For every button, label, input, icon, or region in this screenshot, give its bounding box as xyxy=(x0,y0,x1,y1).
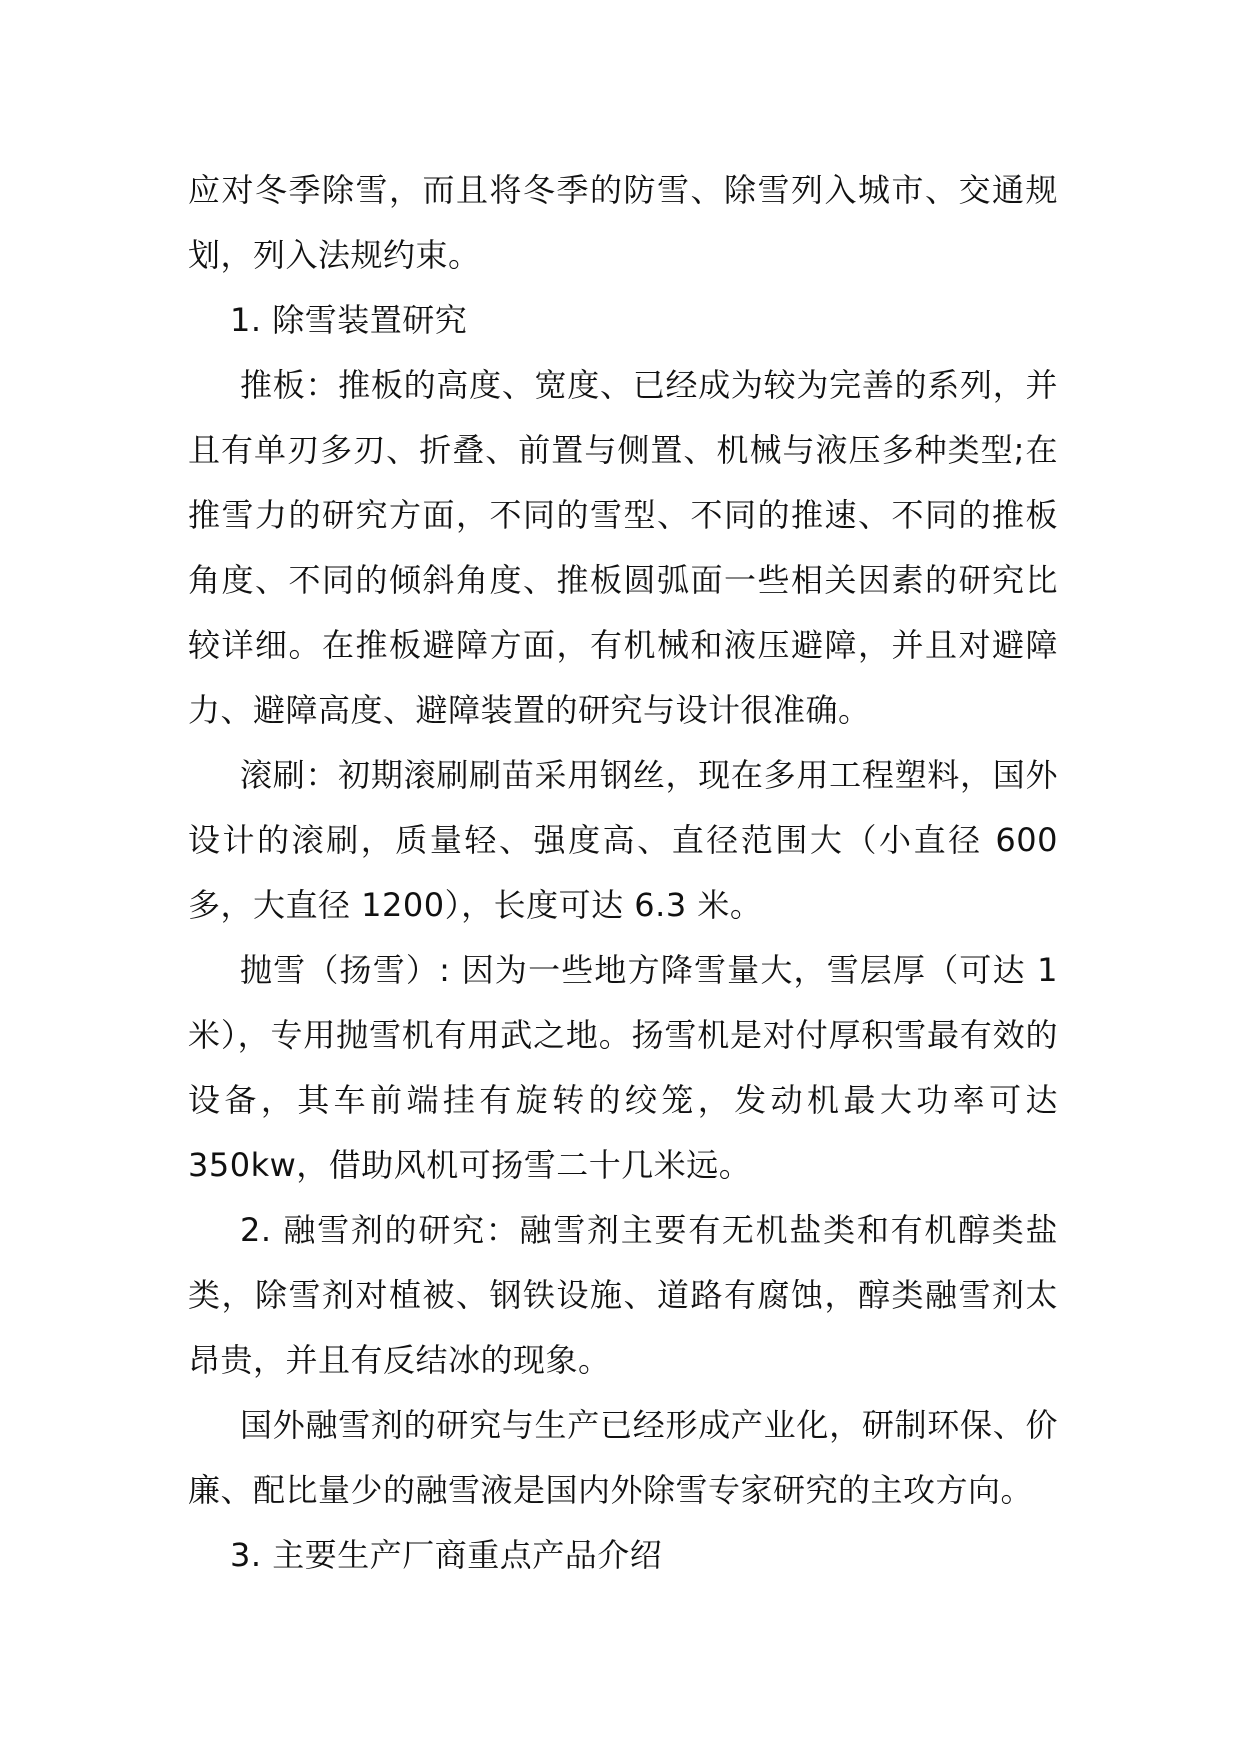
section-heading-3: 3. 主要生产厂商重点产品介绍 xyxy=(230,1536,663,1574)
section-heading-1: 1. 除雪装置研究 xyxy=(230,301,468,339)
paragraph-push-plate: 推板：推板的高度、宽度、已经成为较为完善的系列，并且有单刃多刃、折叠、前置与侧置、机械与液压多种类型;在推雪力的研究方面，不同的雪型、不同的推速、不同的推板角度、不同的倾斜角度、推板圆弧面一些相关因素的研究比较详细。在推板避障方面，有机械和液压避障，并且对避障力、避障高度、避障装置的研究与设计很准确。 xyxy=(188,366,1058,729)
paragraph-roller-brush: 滚刷：初期滚刷刷苗采用钢丝，现在多用工程塑料，国外设计的滚刷，质量轻、强度高、直径范围大（小直径 600 多，大直径 1200），长度可达 6.3 米。 xyxy=(188,756,1058,924)
paragraph-intro: 应对冬季除雪，而且将冬季的防雪、除雪列入城市、交通规划，列入法规约束。 xyxy=(188,171,1058,274)
document-body xyxy=(188,158,1058,1588)
section-heading-2: 2. 融雪剂的研究：融雪剂主要有无机盐类和有机醇类盐类，除雪剂对植被、钢铁设施、道路有腐蚀，醇类融雪剂太昂贵，并且有反结冰的现象。 xyxy=(188,1211,1058,1379)
paragraph-snow-thrower: 抛雪（扬雪）: 因为一些地方降雪量大，雪层厚（可达 1 米），专用抛雪机有用武之地。扬雪机是对付厚积雪最有效的设备，其车前端挂有旋转的绞笼，发动机最大功率可达 350kw，借助风机可扬雪二十几米远。 xyxy=(188,951,1058,1184)
paragraph-foreign-deicer: 国外融雪剂的研究与生产已经形成产业化，研制环保、价廉、配比量少的融雪液是国内外除雪专家研究的主攻方向。 xyxy=(188,1406,1058,1509)
